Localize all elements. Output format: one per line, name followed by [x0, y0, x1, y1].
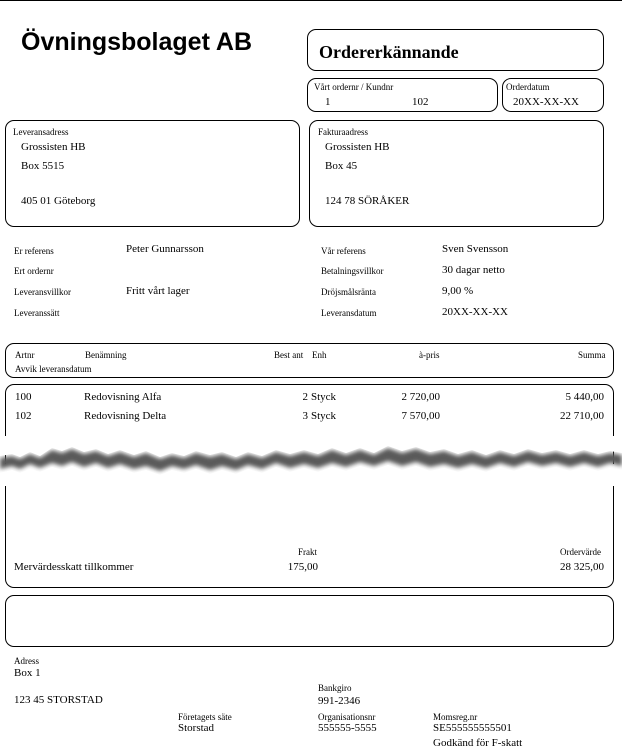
col-enh: Enh: [312, 350, 327, 360]
page-top-border: [0, 0, 622, 1]
er-referens: Peter Gunnarsson: [126, 243, 204, 255]
torn-edge-paper-lower: [0, 465, 622, 486]
footer-fskatt: Godkänd för F-skatt: [433, 737, 523, 749]
row1-apris: 2 720,00: [401, 391, 440, 403]
footer-orgnr: 555555-5555: [318, 722, 377, 734]
frakt-value: 175,00: [287, 561, 318, 573]
leveransvillkor: Fritt vårt lager: [126, 285, 190, 297]
betalningsvillkor: 30 dagar netto: [442, 264, 505, 276]
er-referens-label: Er referens: [14, 246, 54, 256]
invoice-street: Box 45: [325, 160, 358, 172]
footer-bankgiro-label: Bankgiro: [318, 683, 352, 693]
invoice-postal: 124 78 SÖRÅKER: [325, 195, 410, 207]
col-benamning: Benämning: [85, 350, 127, 360]
col-artnr: Artnr: [15, 350, 35, 360]
footer-sate-label: Företagets säte: [178, 712, 232, 722]
document-title: Ordererkännande: [319, 42, 459, 62]
drojsmalsranta: 9,00 %: [442, 285, 474, 297]
footer-momsreg-label: Momsreg.nr: [433, 712, 478, 722]
footer-orgnr-label: Organisationsnr: [318, 712, 376, 722]
delivery-address-label: Leveransadress: [13, 127, 69, 137]
delivery-address-box: [5, 120, 300, 227]
col-summa: Summa: [578, 350, 606, 360]
leveransdatum: 20XX-XX-XX: [442, 306, 508, 318]
row1-benamning: Redovisning Alfa: [84, 391, 162, 403]
order-date-label: Orderdatum: [506, 82, 550, 92]
footer-sate: Storstad: [178, 722, 215, 734]
betalningsvillkor-label: Betalningsvillkor: [321, 266, 384, 276]
footer-adress-label: Adress: [14, 656, 39, 666]
col-apris: à-pris: [419, 350, 440, 360]
drojsmalsranta-label: Dröjsmålsränta: [321, 287, 376, 297]
order-number-box: [307, 78, 498, 112]
order-date: 20XX-XX-XX: [513, 96, 579, 108]
ordervarde-label: Ordervärde: [560, 547, 601, 557]
frakt-label: Frakt: [298, 547, 317, 557]
delivery-postal: 405 01 Göteborg: [21, 195, 96, 207]
footer-momsreg: SE555555555501: [433, 722, 512, 734]
row2-enh: Styck: [311, 410, 337, 422]
row2-summa: 22 710,00: [560, 410, 604, 422]
invoice-address-box: [309, 120, 604, 227]
torn-edge-graphic: [0, 436, 622, 486]
row1-artnr: 100: [15, 391, 32, 403]
invoice-name: Grossisten HB: [325, 141, 390, 153]
footer-adress-line1: Box 1: [14, 667, 41, 679]
row1-antal: 2: [302, 391, 308, 403]
table-header: [5, 343, 614, 378]
var-referens: Sven Svensson: [442, 243, 509, 255]
order-number-label: Vårt ordernr / Kundnr: [314, 82, 394, 92]
ert-ordernr-label: Ert ordernr: [14, 266, 54, 276]
leveransvillkor-label: Leveransvillkor: [14, 287, 71, 297]
notes-box: [5, 595, 614, 647]
leveranssatt-label: Leveranssätt: [14, 308, 60, 318]
footer-adress-line2: 123 45 STORSTAD: [14, 694, 103, 706]
row2-artnr: 102: [15, 410, 32, 422]
row2-benamning: Redovisning Delta: [84, 410, 167, 422]
vat-note: Mervärdesskatt tillkommer: [14, 561, 134, 573]
footer-bankgiro: 991-2346: [318, 695, 361, 707]
delivery-name: Grossisten HB: [21, 141, 86, 153]
leveransdatum-label: Leveransdatum: [321, 308, 377, 318]
row2-antal: 3: [302, 410, 308, 422]
invoice-address-label: Fakturaadress: [318, 127, 368, 137]
order-number: 1: [325, 96, 331, 108]
row2-apris: 7 570,00: [401, 410, 440, 422]
col-best-ant: Best ant: [274, 350, 304, 360]
row1-enh: Styck: [311, 391, 337, 403]
row1-summa: 5 440,00: [565, 391, 604, 403]
company-name: Övningsbolaget AB: [21, 28, 253, 56]
delivery-street: Box 5515: [21, 160, 65, 172]
document-title-box: [307, 29, 604, 71]
customer-number: 102: [412, 96, 429, 108]
order-date-box: [502, 78, 604, 112]
var-referens-label: Vår referens: [321, 246, 366, 256]
ordervarde-value: 28 325,00: [560, 561, 604, 573]
col-avvik-leveransdatum: Avvik leveransdatum: [15, 364, 92, 374]
